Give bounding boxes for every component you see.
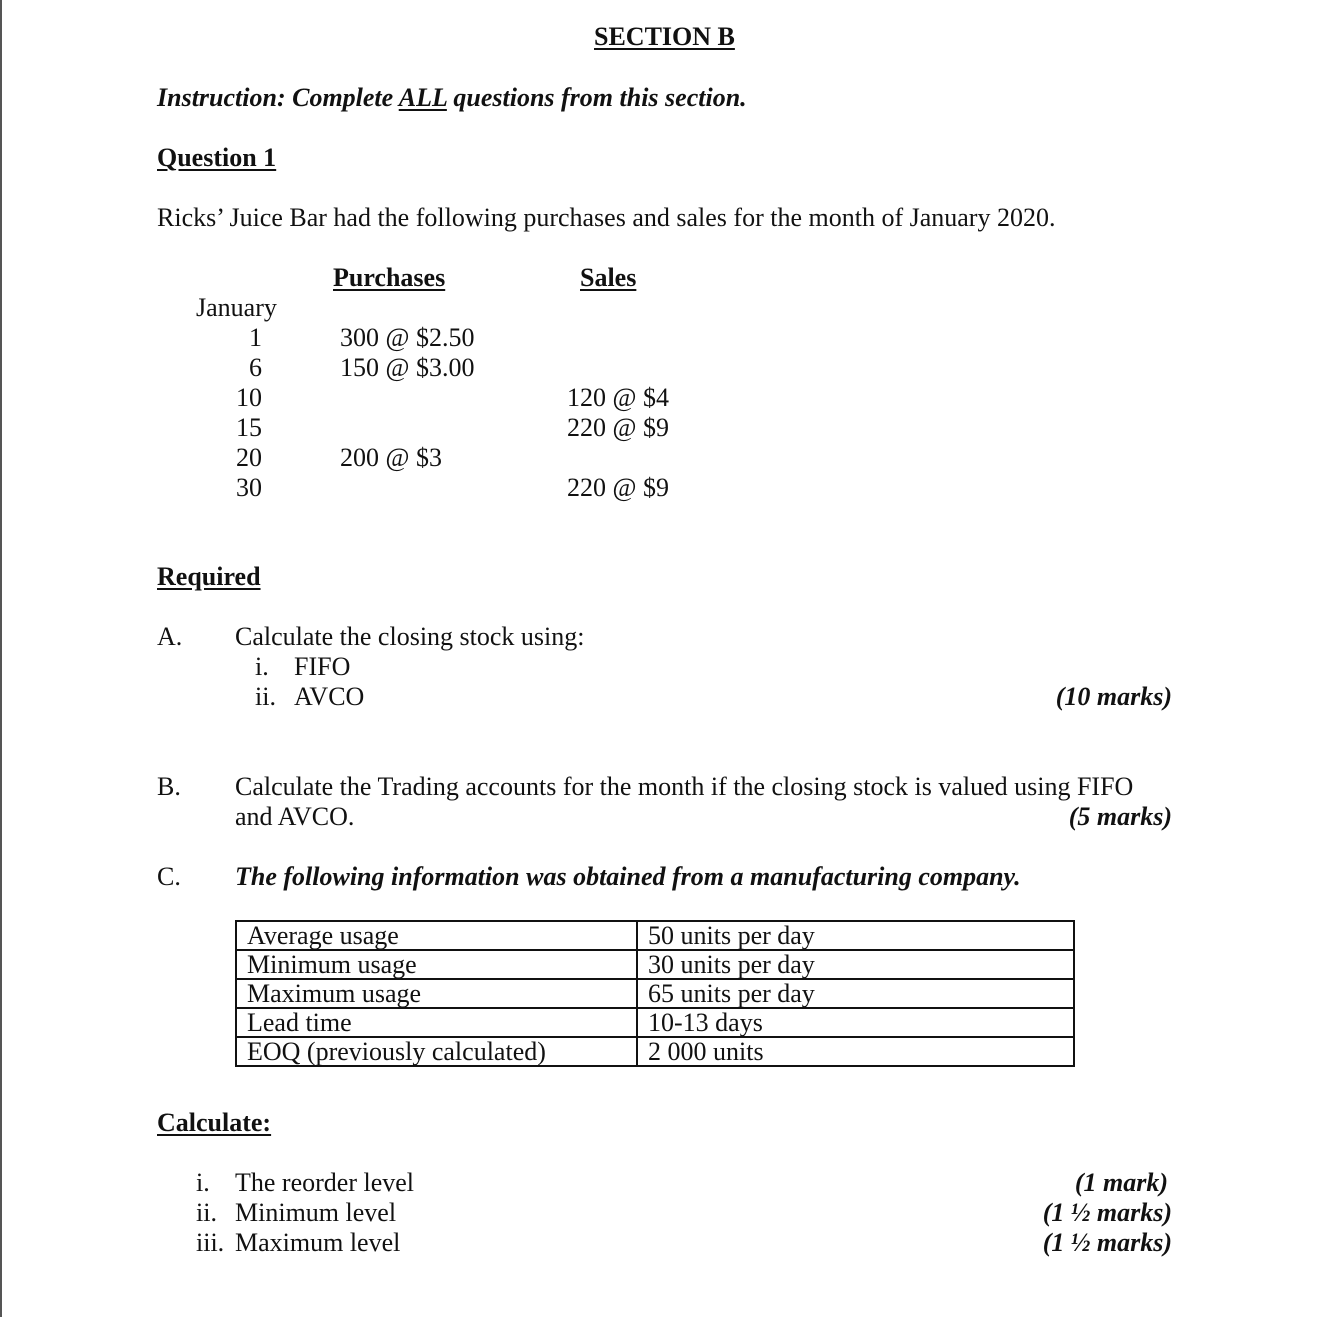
part-a-item-label: FIFO	[294, 652, 351, 681]
table-cell-value: 50 units per day	[637, 921, 1074, 950]
ledger-sale: 120 @ $4	[567, 383, 669, 412]
part-a-marks: (10 marks)	[1055, 682, 1172, 711]
calculate-item-marks: (1 ½ marks)	[1042, 1198, 1172, 1227]
calculate-title: Calculate:	[157, 1108, 272, 1137]
part-a-item-num: ii.	[255, 682, 276, 711]
month-label: January	[196, 293, 277, 322]
ledger-purchase: 300 @ $2.50	[340, 323, 475, 352]
table-cell-value: 10-13 days	[637, 1008, 1074, 1037]
inventory-info-table	[235, 920, 1075, 1067]
calculate-item-num: i.	[196, 1168, 210, 1197]
ledger-day: 15	[236, 413, 262, 442]
table-cell-label: Average usage	[236, 921, 637, 950]
purchases-header: Purchases	[333, 263, 446, 292]
part-a-letter: A.	[157, 622, 183, 651]
part-b-marks: (5 marks)	[1068, 802, 1172, 831]
calculate-item-marks: (1 ½ marks)	[1042, 1228, 1172, 1257]
calculate-item-label: The reorder level	[235, 1168, 415, 1197]
table-cell-value: 65 units per day	[637, 979, 1074, 1008]
table-cell-value: 30 units per day	[637, 950, 1074, 979]
sales-header: Sales	[580, 263, 637, 292]
part-b-line2: and AVCO.	[235, 802, 355, 831]
calculate-item-label: Maximum level	[235, 1228, 401, 1257]
table-row	[236, 979, 1074, 1008]
calculate-item-num: ii.	[196, 1198, 217, 1227]
instruction	[157, 83, 747, 113]
page-left-border	[0, 0, 2, 1317]
ledger-purchase: 150 @ $3.00	[340, 353, 475, 382]
instruction-before: Instruction: Complete	[157, 83, 399, 112]
part-b-line1: Calculate the Trading accounts for the month if the closing stock is valued using FIFO	[235, 772, 1134, 801]
part-b-letter: B.	[157, 772, 181, 801]
table-cell-label: Minimum usage	[236, 950, 637, 979]
table-cell-label: Maximum usage	[236, 979, 637, 1008]
table-cell-label: EOQ (previously calculated)	[236, 1037, 637, 1066]
part-a-text: Calculate the closing stock using:	[235, 622, 585, 651]
calculate-item-label: Minimum level	[235, 1198, 397, 1227]
ledger-day: 1	[249, 323, 262, 352]
instruction-emphasis: ALL	[398, 83, 447, 112]
required-title: Required	[157, 562, 261, 591]
instruction-after: questions from this section.	[446, 83, 747, 112]
calculate-item-marks: (1 mark)	[1074, 1168, 1168, 1197]
ledger-sale: 220 @ $9	[567, 473, 669, 502]
ledger-day: 20	[236, 443, 262, 472]
ledger-day: 10	[236, 383, 262, 412]
section-title: SECTION B	[594, 22, 735, 51]
ledger-day: 6	[249, 353, 262, 382]
part-a-item-num: i.	[255, 652, 269, 681]
question-title: Question 1	[157, 143, 277, 172]
part-c-text: The following information was obtained from a manufacturing company.	[235, 862, 1021, 891]
table-row	[236, 1008, 1074, 1037]
table-cell-value: 2 000 units	[637, 1037, 1074, 1066]
ledger-purchase: 200 @ $3	[340, 443, 442, 472]
ledger-day: 30	[236, 473, 262, 502]
table-row	[236, 1037, 1074, 1066]
table-cell-label: Lead time	[236, 1008, 637, 1037]
part-a-item-label: AVCO	[294, 682, 365, 711]
ledger-sale: 220 @ $9	[567, 413, 669, 442]
part-c-letter: C.	[157, 862, 181, 891]
table-row	[236, 950, 1074, 979]
table-row	[236, 921, 1074, 950]
intro-text: Ricks’ Juice Bar had the following purchases and sales for the month of January 2020.	[157, 203, 1056, 232]
calculate-item-num: iii.	[196, 1228, 225, 1257]
